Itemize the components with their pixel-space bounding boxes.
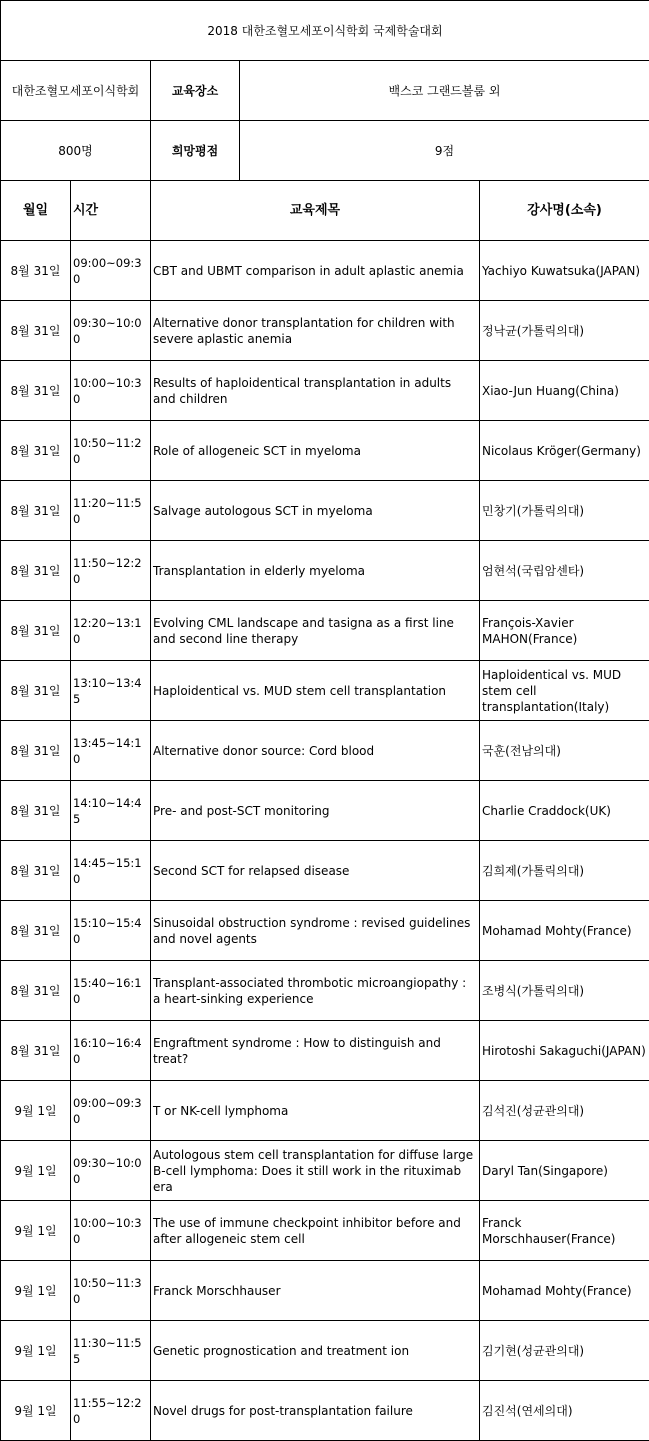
capacity-value: 800명 [1,121,151,181]
session-speaker: Daryl Tan(Singapore) [480,1141,649,1201]
session-subject: CBT and UBMT comparison in adult aplastic anemia [151,241,480,301]
session-speaker: 국훈(전남의대) [480,721,649,781]
session-time: 13:10~13:45 [71,661,151,721]
session-speaker: 김기현(성균관의대) [480,1321,649,1381]
table-row [1,961,649,1021]
session-time: 12:20~13:10 [71,601,151,661]
session-time: 10:00~10:30 [71,1201,151,1261]
schedule-body [1,1,649,1441]
session-subject: Salvage autologous SCT in myeloma [151,481,480,541]
session-subject: Alternative donor source: Cord blood [151,721,480,781]
session-date: 8월 31일 [1,901,71,961]
session-speaker: Charlie Craddock(UK) [480,781,649,841]
session-subject: Role of allogeneic SCT in myeloma [151,421,480,481]
session-date: 8월 31일 [1,361,71,421]
session-speaker: Nicolaus Kröger(Germany) [480,421,649,481]
table-row [1,841,649,901]
table-row [1,1201,649,1261]
session-speaker: 김진석(연세의대) [480,1381,649,1441]
session-speaker: 정낙균(가톨릭의대) [480,301,649,361]
session-speaker: Haploidentical vs. MUD stem cell transplantation(Italy) [480,661,649,721]
session-time: 14:10~14:45 [71,781,151,841]
session-speaker: 민창기(가톨릭의대) [480,481,649,541]
table-row [1,421,649,481]
session-time: 10:00~10:30 [71,361,151,421]
session-date: 8월 31일 [1,781,71,841]
session-subject: Autologous stem cell transplantation for diffuse large B-cell lymphoma: Does it still work in the rituximab era [151,1141,480,1201]
page-title: 2018 대한조혈모세포이식학회 국제학술대회 [1,1,649,61]
organizer-value: 대한조혈모세포이식학회 [1,61,151,121]
session-time: 13:45~14:10 [71,721,151,781]
session-speaker: François-Xavier MAHON(France) [480,601,649,661]
session-date: 9월 1일 [1,1321,71,1381]
table-row [1,541,649,601]
session-date: 8월 31일 [1,421,71,481]
session-date: 9월 1일 [1,1261,71,1321]
session-subject: Genetic prognostication and treatment ion [151,1321,480,1381]
session-date: 8월 31일 [1,601,71,661]
session-date: 8월 31일 [1,721,71,781]
info-row-venue [1,61,649,121]
session-speaker: Franck Morschhauser(France) [480,1201,649,1261]
session-speaker: 조병식(가톨릭의대) [480,961,649,1021]
score-value: 9점 [240,121,649,181]
table-row [1,1261,649,1321]
column-header-speaker: 강사명(소속) [480,181,649,241]
session-time: 09:00~09:30 [71,241,151,301]
column-header-date: 월일 [1,181,71,241]
session-time: 11:20~11:50 [71,481,151,541]
title-row [1,1,649,61]
session-date: 8월 31일 [1,841,71,901]
venue-value: 백스코 그랜드볼룸 외 [240,61,649,121]
session-date: 8월 31일 [1,241,71,301]
session-speaker: 엄현석(국립암센타) [480,541,649,601]
column-header-time: 시간 [71,181,151,241]
session-speaker: 김석진(성균관의대) [480,1081,649,1141]
table-row [1,1381,649,1441]
session-time: 10:50~11:30 [71,1261,151,1321]
session-subject: Novel drugs for post-transplantation failure [151,1381,480,1441]
column-header-subject: 교육제목 [151,181,480,241]
table-row [1,661,649,721]
table-row [1,241,649,301]
session-date: 9월 1일 [1,1201,71,1261]
session-time: 15:40~16:10 [71,961,151,1021]
session-time: 16:10~16:40 [71,1021,151,1081]
session-subject: The use of immune checkpoint inhibitor before and after allogeneic stem cell [151,1201,480,1261]
session-subject: Franck Morschhauser [151,1261,480,1321]
session-subject: Transplantation in elderly myeloma [151,541,480,601]
session-date: 9월 1일 [1,1141,71,1201]
session-date: 8월 31일 [1,961,71,1021]
session-time: 11:30~11:55 [71,1321,151,1381]
session-time: 09:30~10:00 [71,1141,151,1201]
session-subject: Haploidentical vs. MUD stem cell transplantation [151,661,480,721]
table-row [1,481,649,541]
session-date: 9월 1일 [1,1381,71,1441]
session-speaker: Xiao-Jun Huang(China) [480,361,649,421]
session-subject: Transplant-associated thrombotic microangiopathy : a heart-sinking experience [151,961,480,1021]
session-speaker: Mohamad Mohty(France) [480,901,649,961]
session-date: 8월 31일 [1,301,71,361]
session-subject: Second SCT for relapsed disease [151,841,480,901]
session-subject: Sinusoidal obstruction syndrome : revised guidelines and novel agents [151,901,480,961]
session-subject: T or NK-cell lymphoma [151,1081,480,1141]
session-time: 14:45~15:10 [71,841,151,901]
session-date: 9월 1일 [1,1081,71,1141]
session-time: 09:00~09:30 [71,1081,151,1141]
column-header-row [1,181,649,241]
session-speaker: Mohamad Mohty(France) [480,1261,649,1321]
session-date: 8월 31일 [1,481,71,541]
session-subject: Engraftment syndrome : How to distinguish and treat? [151,1021,480,1081]
session-date: 8월 31일 [1,541,71,601]
session-subject: Alternative donor transplantation for children with severe aplastic anemia [151,301,480,361]
table-row [1,361,649,421]
session-speaker: 김희제(가톨릭의대) [480,841,649,901]
session-date: 8월 31일 [1,661,71,721]
session-speaker: Hirotoshi Sakaguchi(JAPAN) [480,1021,649,1081]
table-row [1,1321,649,1381]
session-subject: Results of haploidentical transplantation in adults and children [151,361,480,421]
table-row [1,721,649,781]
session-time: 09:30~10:00 [71,301,151,361]
table-row [1,601,649,661]
table-row [1,1081,649,1141]
venue-label: 교육장소 [151,61,240,121]
table-row [1,781,649,841]
session-time: 11:50~12:20 [71,541,151,601]
session-speaker: Yachiyo Kuwatsuka(JAPAN) [480,241,649,301]
table-row [1,301,649,361]
table-row [1,901,649,961]
table-row [1,1141,649,1201]
session-date: 8월 31일 [1,1021,71,1081]
score-label: 희망평점 [151,121,240,181]
info-row-score [1,121,649,181]
session-subject: Pre- and post-SCT monitoring [151,781,480,841]
session-time: 15:10~15:40 [71,901,151,961]
session-subject: Evolving CML landscape and tasigna as a first line and second line therapy [151,601,480,661]
table-row [1,1021,649,1081]
session-time: 10:50~11:20 [71,421,151,481]
session-time: 11:55~12:20 [71,1381,151,1441]
